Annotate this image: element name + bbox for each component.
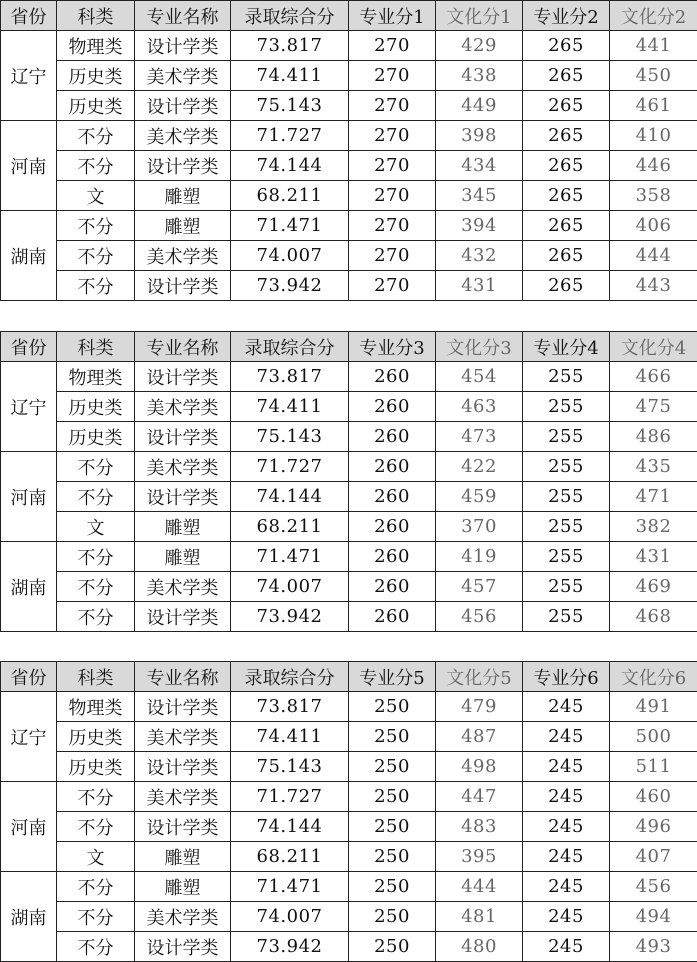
- total-score-cell: 74.411: [231, 722, 349, 752]
- column-header-culture-score-b: 文化分4: [610, 332, 697, 362]
- culture-score-a-cell: 498: [436, 752, 523, 782]
- pro-score-b-cell: 265: [523, 151, 610, 181]
- province-cell: 湖南: [1, 542, 57, 632]
- total-score-cell: 75.143: [231, 752, 349, 782]
- column-header-pro-score-a: 专业分3: [349, 332, 436, 362]
- column-header-total-score: 录取综合分: [231, 662, 349, 692]
- table-row: [1, 271, 697, 301]
- pro-score-a-cell: 270: [349, 271, 436, 301]
- table-row: [1, 91, 697, 121]
- province-cell: 河南: [1, 782, 57, 872]
- culture-score-a-cell: 479: [436, 692, 523, 722]
- column-header-province: 省份: [1, 662, 57, 692]
- pro-score-a-cell: 270: [349, 91, 436, 121]
- total-score-cell: 73.942: [231, 932, 349, 962]
- category-cell: 不分: [57, 572, 135, 602]
- major-cell: 美术学类: [135, 392, 231, 422]
- culture-score-b-cell: 466: [610, 362, 697, 392]
- table-row: [1, 602, 697, 632]
- culture-score-a-cell: 438: [436, 61, 523, 91]
- pro-score-b-cell: 255: [523, 452, 610, 482]
- culture-score-b-cell: 471: [610, 482, 697, 512]
- culture-score-b-cell: 511: [610, 752, 697, 782]
- pro-score-a-cell: 250: [349, 872, 436, 902]
- category-cell: 不分: [57, 211, 135, 241]
- category-cell: 不分: [57, 602, 135, 632]
- culture-score-b-cell: 469: [610, 572, 697, 602]
- total-score-cell: 73.817: [231, 362, 349, 392]
- major-cell: 美术学类: [135, 452, 231, 482]
- pro-score-a-cell: 260: [349, 542, 436, 572]
- pro-score-b-cell: 255: [523, 602, 610, 632]
- pro-score-b-cell: 255: [523, 512, 610, 542]
- culture-score-b-cell: 431: [610, 542, 697, 572]
- table-row: [1, 181, 697, 211]
- column-header-culture-score-a: 文化分3: [436, 332, 523, 362]
- table-row: [1, 61, 697, 91]
- table-row: [1, 842, 697, 872]
- pro-score-a-cell: 260: [349, 392, 436, 422]
- culture-score-a-cell: 449: [436, 91, 523, 121]
- pro-score-b-cell: 255: [523, 362, 610, 392]
- major-cell: 美术学类: [135, 902, 231, 932]
- category-cell: 不分: [57, 121, 135, 151]
- pro-score-a-cell: 250: [349, 902, 436, 932]
- province-cell: 湖南: [1, 211, 57, 301]
- column-header-pro-score-b: 专业分6: [523, 662, 610, 692]
- culture-score-b-cell: 446: [610, 151, 697, 181]
- category-cell: 历史类: [57, 392, 135, 422]
- culture-score-b-cell: 358: [610, 181, 697, 211]
- pro-score-a-cell: 260: [349, 422, 436, 452]
- major-cell: 设计学类: [135, 482, 231, 512]
- category-cell: 不分: [57, 151, 135, 181]
- category-cell: 不分: [57, 271, 135, 301]
- pro-score-a-cell: 250: [349, 752, 436, 782]
- major-cell: 设计学类: [135, 692, 231, 722]
- major-cell: 雕塑: [135, 872, 231, 902]
- pro-score-b-cell: 245: [523, 872, 610, 902]
- column-header-culture-score-a: 文化分1: [436, 1, 523, 31]
- province-cell: 河南: [1, 452, 57, 542]
- column-header-pro-score-a: 专业分1: [349, 1, 436, 31]
- column-header-culture-score-a: 文化分5: [436, 662, 523, 692]
- total-score-cell: 74.007: [231, 241, 349, 271]
- table-row: [1, 482, 697, 512]
- column-header-total-score: 录取综合分: [231, 1, 349, 31]
- province-cell: 辽宁: [1, 31, 57, 121]
- category-cell: 不分: [57, 782, 135, 812]
- table-row: [1, 422, 697, 452]
- column-header-category: 科类: [57, 662, 135, 692]
- culture-score-b-cell: 460: [610, 782, 697, 812]
- pro-score-a-cell: 260: [349, 452, 436, 482]
- culture-score-a-cell: 432: [436, 241, 523, 271]
- major-cell: 雕塑: [135, 512, 231, 542]
- pro-score-a-cell: 250: [349, 932, 436, 962]
- culture-score-a-cell: 444: [436, 872, 523, 902]
- total-score-cell: 73.817: [231, 31, 349, 61]
- table-row: [1, 31, 697, 61]
- column-header-culture-score-b: 文化分2: [610, 1, 697, 31]
- province-cell: 河南: [1, 121, 57, 211]
- category-cell: 不分: [57, 872, 135, 902]
- category-cell: 历史类: [57, 91, 135, 121]
- culture-score-a-cell: 431: [436, 271, 523, 301]
- pro-score-a-cell: 260: [349, 512, 436, 542]
- category-cell: 不分: [57, 932, 135, 962]
- major-cell: 设计学类: [135, 602, 231, 632]
- table-row: [1, 121, 697, 151]
- major-cell: 设计学类: [135, 752, 231, 782]
- culture-score-b-cell: 382: [610, 512, 697, 542]
- major-cell: 设计学类: [135, 422, 231, 452]
- category-cell: 物理类: [57, 692, 135, 722]
- category-cell: 不分: [57, 542, 135, 572]
- total-score-cell: 74.411: [231, 61, 349, 91]
- major-cell: 美术学类: [135, 241, 231, 271]
- pro-score-a-cell: 250: [349, 812, 436, 842]
- table-row: [1, 902, 697, 932]
- total-score-cell: 75.143: [231, 422, 349, 452]
- culture-score-a-cell: 398: [436, 121, 523, 151]
- major-cell: 雕塑: [135, 181, 231, 211]
- pro-score-a-cell: 260: [349, 602, 436, 632]
- column-header-province: 省份: [1, 1, 57, 31]
- total-score-cell: 68.211: [231, 512, 349, 542]
- category-cell: 历史类: [57, 422, 135, 452]
- column-header-total-score: 录取综合分: [231, 332, 349, 362]
- category-cell: 不分: [57, 452, 135, 482]
- major-cell: 设计学类: [135, 362, 231, 392]
- pro-score-b-cell: 255: [523, 482, 610, 512]
- table-row: [1, 752, 697, 782]
- category-cell: 历史类: [57, 752, 135, 782]
- province-cell: 湖南: [1, 872, 57, 962]
- major-cell: 美术学类: [135, 61, 231, 91]
- total-score-cell: 71.727: [231, 121, 349, 151]
- culture-score-b-cell: 486: [610, 422, 697, 452]
- table-row: [1, 512, 697, 542]
- header-row: [1, 332, 697, 362]
- total-score-cell: 73.942: [231, 271, 349, 301]
- total-score-cell: 75.143: [231, 91, 349, 121]
- culture-score-a-cell: 481: [436, 902, 523, 932]
- pro-score-a-cell: 250: [349, 722, 436, 752]
- column-header-category: 科类: [57, 1, 135, 31]
- category-cell: 不分: [57, 482, 135, 512]
- pro-score-b-cell: 255: [523, 422, 610, 452]
- score-table-2: [0, 331, 697, 632]
- category-cell: 历史类: [57, 722, 135, 752]
- pro-score-a-cell: 270: [349, 211, 436, 241]
- province-cell: 辽宁: [1, 692, 57, 782]
- culture-score-a-cell: 395: [436, 842, 523, 872]
- total-score-cell: 71.471: [231, 872, 349, 902]
- culture-score-b-cell: 443: [610, 271, 697, 301]
- major-cell: 美术学类: [135, 572, 231, 602]
- column-header-province: 省份: [1, 332, 57, 362]
- column-header-major: 专业名称: [135, 662, 231, 692]
- culture-score-b-cell: 450: [610, 61, 697, 91]
- pro-score-b-cell: 265: [523, 271, 610, 301]
- pro-score-a-cell: 270: [349, 31, 436, 61]
- pro-score-a-cell: 260: [349, 482, 436, 512]
- header-row: [1, 662, 697, 692]
- table-row: [1, 932, 697, 962]
- pro-score-a-cell: 250: [349, 842, 436, 872]
- pro-score-a-cell: 270: [349, 151, 436, 181]
- pro-score-b-cell: 245: [523, 902, 610, 932]
- pro-score-b-cell: 245: [523, 782, 610, 812]
- column-header-culture-score-b: 文化分6: [610, 662, 697, 692]
- culture-score-b-cell: 406: [610, 211, 697, 241]
- culture-score-b-cell: 407: [610, 842, 697, 872]
- culture-score-b-cell: 456: [610, 872, 697, 902]
- culture-score-a-cell: 422: [436, 452, 523, 482]
- pro-score-a-cell: 270: [349, 121, 436, 151]
- total-score-cell: 71.727: [231, 782, 349, 812]
- major-cell: 设计学类: [135, 271, 231, 301]
- culture-score-b-cell: 444: [610, 241, 697, 271]
- pro-score-b-cell: 265: [523, 31, 610, 61]
- total-score-cell: 74.144: [231, 151, 349, 181]
- major-cell: 设计学类: [135, 31, 231, 61]
- category-cell: 物理类: [57, 31, 135, 61]
- culture-score-b-cell: 493: [610, 932, 697, 962]
- total-score-cell: 74.411: [231, 392, 349, 422]
- culture-score-b-cell: 468: [610, 602, 697, 632]
- total-score-cell: 68.211: [231, 842, 349, 872]
- pro-score-b-cell: 255: [523, 542, 610, 572]
- pro-score-b-cell: 245: [523, 752, 610, 782]
- category-cell: 文: [57, 842, 135, 872]
- culture-score-a-cell: 483: [436, 812, 523, 842]
- culture-score-a-cell: 457: [436, 572, 523, 602]
- pro-score-b-cell: 245: [523, 722, 610, 752]
- culture-score-a-cell: 454: [436, 362, 523, 392]
- table-row: [1, 782, 697, 812]
- column-header-major: 专业名称: [135, 1, 231, 31]
- culture-score-a-cell: 429: [436, 31, 523, 61]
- major-cell: 美术学类: [135, 782, 231, 812]
- score-table-3: [0, 661, 697, 962]
- column-header-pro-score-b: 专业分4: [523, 332, 610, 362]
- pro-score-b-cell: 255: [523, 572, 610, 602]
- pro-score-b-cell: 265: [523, 211, 610, 241]
- category-cell: 不分: [57, 241, 135, 271]
- pro-score-a-cell: 260: [349, 572, 436, 602]
- table-row: [1, 542, 697, 572]
- culture-score-a-cell: 370: [436, 512, 523, 542]
- pro-score-b-cell: 265: [523, 121, 610, 151]
- pro-score-a-cell: 250: [349, 692, 436, 722]
- table-row: [1, 872, 697, 902]
- total-score-cell: 71.727: [231, 452, 349, 482]
- category-cell: 物理类: [57, 362, 135, 392]
- major-cell: 设计学类: [135, 151, 231, 181]
- pro-score-b-cell: 265: [523, 181, 610, 211]
- culture-score-b-cell: 500: [610, 722, 697, 752]
- category-cell: 文: [57, 181, 135, 211]
- major-cell: 雕塑: [135, 211, 231, 241]
- pro-score-a-cell: 270: [349, 61, 436, 91]
- culture-score-a-cell: 447: [436, 782, 523, 812]
- category-cell: 不分: [57, 902, 135, 932]
- pro-score-a-cell: 270: [349, 181, 436, 211]
- column-header-major: 专业名称: [135, 332, 231, 362]
- table-row: [1, 452, 697, 482]
- major-cell: 雕塑: [135, 842, 231, 872]
- table-row: [1, 151, 697, 181]
- header-row: [1, 1, 697, 31]
- major-cell: 设计学类: [135, 932, 231, 962]
- major-cell: 设计学类: [135, 91, 231, 121]
- total-score-cell: 74.144: [231, 482, 349, 512]
- culture-score-b-cell: 461: [610, 91, 697, 121]
- category-cell: 文: [57, 512, 135, 542]
- column-header-category: 科类: [57, 332, 135, 362]
- culture-score-a-cell: 473: [436, 422, 523, 452]
- total-score-cell: 74.144: [231, 812, 349, 842]
- table-row: [1, 812, 697, 842]
- culture-score-b-cell: 475: [610, 392, 697, 422]
- table-row: [1, 362, 697, 392]
- culture-score-b-cell: 496: [610, 812, 697, 842]
- major-cell: 美术学类: [135, 722, 231, 752]
- total-score-cell: 71.471: [231, 211, 349, 241]
- column-header-pro-score-a: 专业分5: [349, 662, 436, 692]
- province-cell: 辽宁: [1, 362, 57, 452]
- pro-score-b-cell: 265: [523, 61, 610, 91]
- culture-score-b-cell: 491: [610, 692, 697, 722]
- table-row: [1, 241, 697, 271]
- culture-score-b-cell: 494: [610, 902, 697, 932]
- table-row: [1, 692, 697, 722]
- major-cell: 美术学类: [135, 121, 231, 151]
- pro-score-b-cell: 245: [523, 692, 610, 722]
- pro-score-b-cell: 245: [523, 842, 610, 872]
- culture-score-b-cell: 410: [610, 121, 697, 151]
- culture-score-b-cell: 435: [610, 452, 697, 482]
- major-cell: 设计学类: [135, 812, 231, 842]
- culture-score-a-cell: 487: [436, 722, 523, 752]
- major-cell: 雕塑: [135, 542, 231, 572]
- culture-score-a-cell: 394: [436, 211, 523, 241]
- culture-score-a-cell: 345: [436, 181, 523, 211]
- table-row: [1, 572, 697, 602]
- culture-score-a-cell: 434: [436, 151, 523, 181]
- pro-score-a-cell: 260: [349, 362, 436, 392]
- pro-score-b-cell: 265: [523, 91, 610, 121]
- table-row: [1, 392, 697, 422]
- culture-score-b-cell: 441: [610, 31, 697, 61]
- culture-score-a-cell: 480: [436, 932, 523, 962]
- table-row: [1, 211, 697, 241]
- culture-score-a-cell: 463: [436, 392, 523, 422]
- pro-score-a-cell: 250: [349, 782, 436, 812]
- score-table-1: [0, 0, 697, 301]
- total-score-cell: 74.007: [231, 902, 349, 932]
- total-score-cell: 68.211: [231, 181, 349, 211]
- pro-score-b-cell: 245: [523, 932, 610, 962]
- total-score-cell: 73.817: [231, 692, 349, 722]
- pro-score-a-cell: 270: [349, 241, 436, 271]
- total-score-cell: 71.471: [231, 542, 349, 572]
- culture-score-a-cell: 456: [436, 602, 523, 632]
- culture-score-a-cell: 419: [436, 542, 523, 572]
- pro-score-b-cell: 245: [523, 812, 610, 842]
- culture-score-a-cell: 459: [436, 482, 523, 512]
- total-score-cell: 73.942: [231, 602, 349, 632]
- pro-score-b-cell: 255: [523, 392, 610, 422]
- category-cell: 不分: [57, 812, 135, 842]
- total-score-cell: 74.007: [231, 572, 349, 602]
- category-cell: 历史类: [57, 61, 135, 91]
- pro-score-b-cell: 265: [523, 241, 610, 271]
- table-row: [1, 722, 697, 752]
- column-header-pro-score-b: 专业分2: [523, 1, 610, 31]
